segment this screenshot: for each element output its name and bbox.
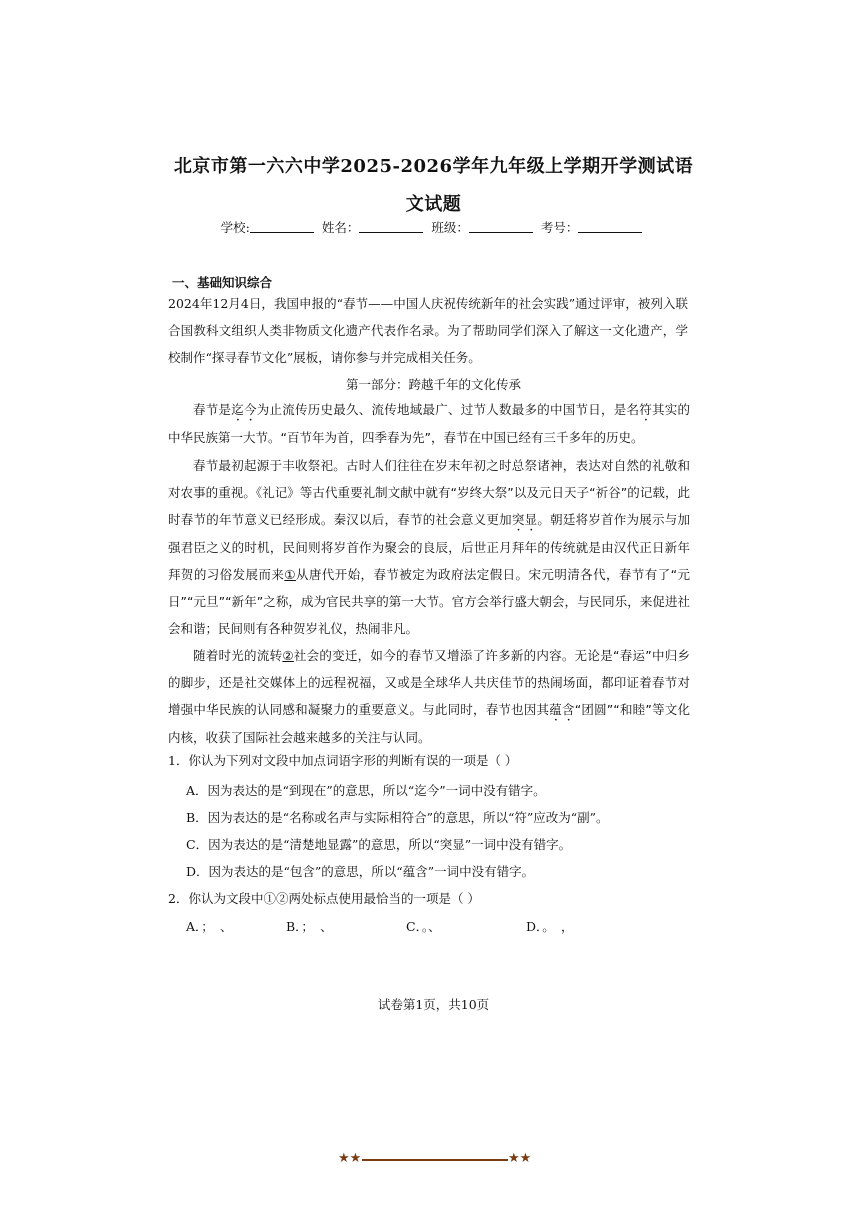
passage-paragraph-2: 春节最初起源于丰收祭祀。古时人们往往在岁末年初之时总祭诸神，表达对自然的礼敬和对农事的重视。《礼记》等古代重要礼制文献中就有“岁终大祭”以及元日天子“祈谷”的记载，此时春节的年节意义已经形成。秦汉以后，春节的社会意义更加突显。朝廷将岁首作为展示与加强君臣之义的时机，民间则将岁首作为聚会的良辰，后世正月拜年的传统就是由汉代正日新年拜贺的习俗发展而来①从唐代开始，春节被定为政府法定假日。宋元明清各代，春节有了“元日”“元旦”“新年”之称，成为官民共享的第一大节。官方会举行盛大朝会，与民同乐，来促进社会和谐；民间则有各种贺岁礼仪，热闹非凡。 (168, 458, 690, 636)
question-2-option-b[interactable]: B．； 、 (286, 919, 333, 934)
page-footer: 试卷第1页，共10页 (377, 997, 490, 1012)
question-1-option-c[interactable]: C．因为表达的是“清楚地显露”的意思，所以“突显”一词中没有错字。 (186, 837, 572, 852)
dotted-word-yunhan: 蕴含 (549, 702, 575, 717)
class-label: 班级： (431, 220, 469, 235)
question-2-options (186, 917, 606, 935)
question-1-option-a[interactable]: A．因为表达的是“到现在”的意思，所以“迄今”一词中没有错字。 (186, 783, 546, 798)
question-2-option-c[interactable]: C．。、 (406, 919, 441, 934)
class-blank[interactable] (469, 220, 533, 233)
dotted-word-fu: 符 (639, 402, 652, 417)
question-1-stem: 1．你认为下列对文段中加点词语字形的判断有误的一项是（ ） (168, 753, 518, 768)
exam-no-blank[interactable] (578, 220, 642, 233)
exam-no-label: 考号： (540, 220, 579, 235)
school-blank[interactable] (250, 220, 314, 233)
part-title: 第一部分：跨越千年的文化传承 (345, 377, 521, 392)
question-1-option-b[interactable]: B．因为表达的是“名称或名声与实际相符合”的意思，所以“符”应改为“副”。 (186, 810, 609, 825)
name-label: 姓名： (321, 220, 360, 235)
name-blank[interactable] (359, 220, 423, 233)
question-1-option-d[interactable]: D．因为表达的是“包含”的意思，所以“蕴含”一词中没有错字。 (186, 864, 535, 879)
divider-line (362, 1159, 508, 1161)
question-2-option-d[interactable]: D．。 ， (526, 919, 574, 934)
document-title-line1: 北京市第一六六中学2025-2026学年九年级上学期开学测试语 (173, 156, 694, 177)
blank-2: ② (282, 648, 294, 663)
section-heading: 一、基础知识综合 (172, 275, 273, 290)
dotted-word-qijin: 迄今 (231, 402, 257, 417)
star-icon: ★★ (338, 1151, 362, 1166)
school-label: 学校: (220, 220, 250, 235)
passage-paragraph-3: 随着时光的流转②社会的变迁，如今的春节又增添了许多新的内容。无论是“春运”中归乡的脚步，还是社交媒体上的远程祝福，又或是全球华人共庆佳节的热闹场面，都印证着春节对增强中华民族的认同感和凝聚力的重要意义。与此同时，春节也因其蕴含“团圆”“和睦”等文化内核，收获了国际社会越来越多的关注与认同。 (168, 648, 690, 745)
dotted-word-tuxian: 突显 (511, 512, 538, 527)
passage-paragraph-1: 春节是迄今为止流传历史最久、流传地域最广、过节人数最多的中国节日，是名符其实的中华民族第一大节。“百节年为首，四季春为先”，春节在中国已经有三千多年的历史。 (168, 402, 690, 445)
intro-paragraph: 2024年12月4日，我国申报的“春节——中国人庆祝传统新年的社会实践”通过评审，被列入联合国教科文组织人类非物质文化遗产代表作名录。为了帮助同学们深入了解这一文化遗产，学校制作“探寻春节文化”展板，请你参与并完成相关任务。 (168, 296, 688, 365)
footer-decoration (338, 1150, 533, 1168)
student-info-row (0, 218, 867, 236)
question-2-stem: 2．你认为文段中①②两处标点使用最恰当的一项是（ ） (168, 891, 480, 906)
question-2-option-a[interactable]: A．； 、 (186, 919, 233, 934)
blank-1: ① (284, 567, 296, 582)
star-icon: ★★ (508, 1151, 532, 1166)
document-title-line2: 文试题 (405, 194, 462, 215)
